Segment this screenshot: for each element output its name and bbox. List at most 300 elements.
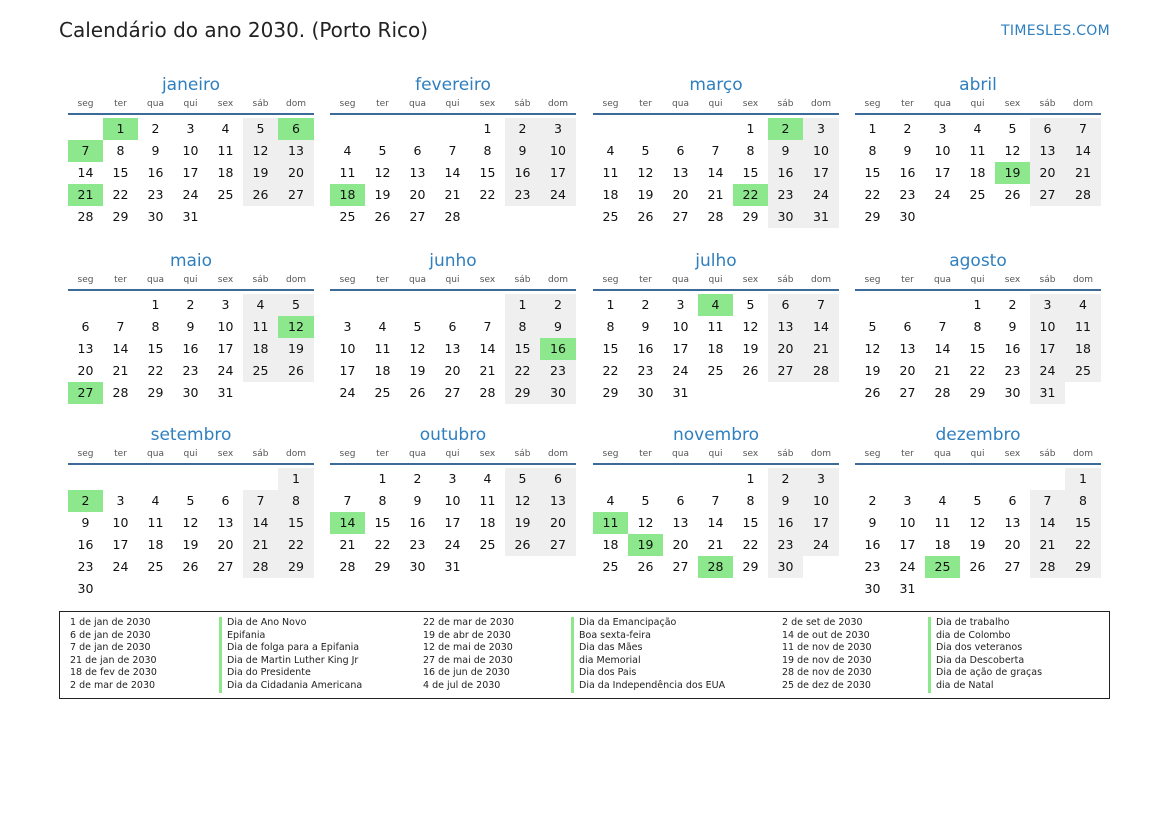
day-cell: 12	[1004, 143, 1021, 158]
month-name: junho	[429, 251, 477, 271]
day-cell: 4	[378, 319, 387, 334]
month-5	[330, 250, 576, 404]
day-cell: 25	[969, 187, 986, 202]
day-cell: 13	[768, 316, 803, 338]
month-name: outubro	[419, 425, 487, 445]
weekday-label: seg	[864, 275, 881, 285]
weekday-header	[330, 273, 576, 291]
day-cell: 28	[77, 209, 94, 224]
day-cell: 13	[672, 515, 689, 530]
day-cell: 20	[672, 537, 689, 552]
day-cell: 6	[768, 294, 803, 316]
legend-date: 16 de jun de 2030	[423, 667, 510, 679]
legend-date: 11 de nov de 2030	[782, 642, 872, 654]
day-cell: 9	[868, 515, 877, 530]
day-cell: 13	[444, 341, 461, 356]
day-cell: 17	[672, 341, 689, 356]
day-cell: 21	[934, 363, 951, 378]
weekday-label: seg	[602, 449, 619, 459]
day-cell: 24	[339, 385, 356, 400]
day-cell: 16	[768, 512, 803, 534]
weekday-header	[330, 97, 576, 115]
day-grid	[593, 118, 839, 228]
legend-date: 2 de set de 2030	[782, 617, 863, 628]
day-cell: 22	[1065, 534, 1101, 556]
day-cell: 10	[803, 140, 839, 162]
legend-holiday: Dia da Independência dos EUA	[579, 679, 726, 691]
day-cell: 17	[1030, 338, 1065, 360]
day-cell: 5	[186, 493, 195, 508]
day-cell: 25	[707, 363, 724, 378]
day-cell: 4	[1065, 294, 1101, 316]
empty-cell	[470, 294, 505, 316]
day-cell: 4	[606, 493, 615, 508]
legend-date: 21 de jan de 2030	[70, 654, 157, 666]
weekday-label: sex	[1004, 99, 1021, 109]
day-cell: 30	[77, 581, 94, 596]
weekday-label: ter	[639, 99, 652, 109]
day-grid	[330, 294, 576, 404]
day-cell: 8	[151, 319, 160, 334]
day-cell: 19	[278, 338, 314, 360]
day-cell: 6	[81, 319, 90, 334]
day-cell: 22	[602, 363, 619, 378]
day-cell: 28	[444, 209, 461, 224]
day-cell: 21	[112, 363, 129, 378]
day-cell: 6	[221, 493, 230, 508]
day-grid	[68, 294, 314, 404]
day-cell: 1	[746, 121, 755, 136]
day-cell: 21	[339, 537, 356, 552]
weekday-label: qua	[672, 275, 689, 285]
weekday-label: sáb	[514, 99, 531, 109]
day-cell: 10	[803, 490, 839, 512]
weekday-label: sáb	[252, 275, 269, 285]
day-cell: 16	[147, 165, 164, 180]
day-cell: 3	[938, 121, 947, 136]
day-cell: 8	[1065, 490, 1101, 512]
weekday-label: seg	[77, 99, 94, 109]
day-cell: 30	[899, 209, 916, 224]
day-cell: 1	[973, 297, 982, 312]
day-cell: 5	[868, 319, 877, 334]
day-cell: 22	[864, 187, 881, 202]
weekday-header	[855, 273, 1101, 291]
holiday-day-cell: 1	[103, 118, 138, 140]
day-cell: 2	[505, 118, 540, 140]
day-cell: 27	[444, 385, 461, 400]
day-cell: 7	[343, 493, 352, 508]
day-cell: 17	[934, 165, 951, 180]
weekday-label: ter	[114, 275, 127, 285]
day-cell: 24	[803, 534, 839, 556]
day-cell: 26	[969, 559, 986, 574]
day-cell: 17	[444, 515, 461, 530]
holiday-day-cell: 25	[925, 556, 960, 578]
month-name: fevereiro	[415, 75, 491, 95]
legend-holiday: Dia da Descoberta	[936, 654, 1025, 666]
month-name: julho	[695, 251, 737, 271]
weekday-label: qua	[934, 449, 951, 459]
weekday-label: qua	[934, 99, 951, 109]
day-cell: 27	[672, 209, 689, 224]
day-cell: 28	[934, 385, 951, 400]
day-cell: 23	[182, 363, 199, 378]
holiday-day-cell: 22	[733, 184, 768, 206]
legend-dates-col-3	[782, 617, 872, 693]
holiday-day-cell: 27	[68, 382, 103, 404]
day-cell: 8	[606, 319, 615, 334]
day-cell: 1	[868, 121, 877, 136]
legend-names-col-3	[928, 617, 1042, 693]
weekday-header	[855, 447, 1101, 465]
day-cell: 25	[339, 209, 356, 224]
weekday-label: sáb	[514, 449, 531, 459]
day-cell: 16	[409, 515, 426, 530]
month-name: dezembro	[935, 425, 1021, 445]
weekday-label: qui	[445, 449, 460, 459]
weekday-header	[855, 97, 1101, 115]
weekday-label: ter	[901, 99, 914, 109]
day-cell: 12	[864, 341, 881, 356]
day-cell: 27	[672, 559, 689, 574]
day-cell: 27	[1004, 559, 1021, 574]
day-cell: 3	[116, 493, 125, 508]
weekday-label: sex	[742, 99, 759, 109]
day-cell: 15	[742, 165, 759, 180]
weekday-label: sáb	[777, 449, 794, 459]
day-cell: 31	[1030, 382, 1065, 404]
day-cell: 21	[1065, 162, 1101, 184]
day-cell: 5	[973, 493, 982, 508]
legend-holiday: Dia dos veteranos	[936, 642, 1023, 654]
day-cell: 8	[973, 319, 982, 334]
month-name: abril	[959, 75, 997, 95]
day-cell: 18	[374, 363, 391, 378]
day-cell: 13	[278, 140, 314, 162]
day-grid	[330, 118, 576, 228]
weekday-label: qua	[147, 449, 164, 459]
weekday-label: dom	[286, 275, 306, 285]
day-cell: 10	[540, 140, 576, 162]
day-cell: 15	[969, 341, 986, 356]
day-cell: 10	[1030, 316, 1065, 338]
empty-cell	[593, 468, 628, 490]
day-cell: 23	[147, 187, 164, 202]
weekday-label: dom	[548, 275, 568, 285]
day-grid	[855, 118, 1101, 228]
day-cell: 15	[278, 512, 314, 534]
day-cell: 24	[899, 559, 916, 574]
day-cell: 26	[374, 209, 391, 224]
weekday-label: dom	[1073, 99, 1093, 109]
empty-cell	[208, 468, 243, 490]
weekday-label: qui	[183, 449, 198, 459]
day-cell: 23	[768, 184, 803, 206]
month-name: março	[689, 75, 743, 95]
day-cell: 16	[77, 537, 94, 552]
month-1	[330, 74, 576, 228]
empty-cell	[103, 294, 138, 316]
day-cell: 18	[1065, 338, 1101, 360]
day-cell: 9	[151, 143, 160, 158]
site-link[interactable]: TIMESLES.COM	[1001, 23, 1110, 39]
day-cell: 9	[540, 316, 576, 338]
day-cell: 17	[803, 512, 839, 534]
weekday-label: sáb	[252, 449, 269, 459]
day-cell: 17	[217, 341, 234, 356]
legend-date: 19 de nov de 2030	[782, 654, 872, 666]
weekday-label: ter	[376, 99, 389, 109]
day-cell: 11	[1065, 316, 1101, 338]
empty-cell	[138, 468, 173, 490]
day-cell: 2	[1008, 297, 1017, 312]
day-cell: 11	[374, 341, 391, 356]
day-cell: 2	[641, 297, 650, 312]
day-cell: 23	[768, 534, 803, 556]
day-cell: 7	[1030, 490, 1065, 512]
holiday-day-cell: 4	[698, 294, 733, 316]
legend-holiday: Dia da Cidadania Americana	[227, 679, 363, 691]
day-cell: 6	[1030, 118, 1065, 140]
legend-holiday: Dia de Martin Luther King Jr	[227, 654, 359, 666]
day-cell: 22	[479, 187, 496, 202]
weekday-label: ter	[114, 449, 127, 459]
empty-cell	[698, 118, 733, 140]
legend-dates-col-1	[70, 617, 157, 693]
day-cell: 5	[505, 468, 540, 490]
month-name: setembro	[150, 425, 232, 445]
weekday-label: qua	[409, 99, 426, 109]
weekday-label: qui	[970, 449, 985, 459]
day-cell: 13	[409, 165, 426, 180]
holiday-day-cell: 21	[68, 184, 103, 206]
day-cell: 6	[413, 143, 422, 158]
day-cell: 10	[217, 319, 234, 334]
day-cell: 21	[803, 338, 839, 360]
legend-holiday: dia de Natal	[936, 679, 994, 691]
weekday-label: seg	[602, 275, 619, 285]
legend-holiday: Dia de trabalho	[936, 617, 1010, 628]
day-cell: 13	[217, 515, 234, 530]
weekday-label: qua	[147, 275, 164, 285]
day-cell: 9	[768, 490, 803, 512]
day-cell: 17	[339, 363, 356, 378]
day-cell: 11	[934, 515, 951, 530]
weekday-label: qui	[708, 99, 723, 109]
day-cell: 20	[899, 363, 916, 378]
day-cell: 4	[938, 493, 947, 508]
day-cell: 12	[637, 165, 654, 180]
day-cell: 7	[116, 319, 125, 334]
empty-cell	[68, 294, 103, 316]
day-cell: 2	[413, 471, 422, 486]
day-cell: 4	[221, 121, 230, 136]
day-cell: 3	[1030, 294, 1065, 316]
day-cell: 5	[641, 143, 650, 158]
weekday-label: qua	[147, 99, 164, 109]
day-cell: 6	[676, 143, 685, 158]
day-cell: 4	[483, 471, 492, 486]
day-cell: 10	[899, 515, 916, 530]
empty-cell	[890, 468, 925, 490]
day-cell: 8	[868, 143, 877, 158]
day-cell: 20	[77, 363, 94, 378]
day-cell: 3	[903, 493, 912, 508]
day-cell: 11	[339, 165, 356, 180]
weekday-label: sáb	[1039, 275, 1056, 285]
day-cell: 9	[81, 515, 90, 530]
day-cell: 20	[444, 363, 461, 378]
weekday-label: dom	[286, 99, 306, 109]
month-10	[593, 424, 839, 578]
day-cell: 8	[378, 493, 387, 508]
empty-cell	[330, 468, 365, 490]
weekday-label: dom	[811, 275, 831, 285]
day-cell: 12	[505, 490, 540, 512]
day-cell: 16	[182, 341, 199, 356]
day-cell: 9	[186, 319, 195, 334]
day-cell: 21	[707, 187, 724, 202]
day-cell: 15	[1065, 512, 1101, 534]
day-cell: 15	[864, 165, 881, 180]
day-cell: 24	[672, 363, 689, 378]
weekday-label: sex	[479, 275, 496, 285]
day-cell: 12	[374, 165, 391, 180]
day-cell: 1	[1065, 468, 1101, 490]
day-cell: 22	[969, 363, 986, 378]
legend-holiday: dia Memorial	[579, 654, 641, 666]
day-cell: 23	[409, 537, 426, 552]
day-cell: 4	[243, 294, 278, 316]
weekday-label: sex	[217, 275, 234, 285]
day-cell: 12	[409, 341, 426, 356]
day-cell: 13	[899, 341, 916, 356]
day-cell: 9	[768, 140, 803, 162]
day-cell: 22	[147, 363, 164, 378]
day-cell: 19	[182, 537, 199, 552]
day-cell: 2	[540, 294, 576, 316]
empty-cell	[400, 118, 435, 140]
day-grid	[855, 294, 1101, 404]
day-cell: 25	[243, 360, 278, 382]
day-cell: 3	[343, 319, 352, 334]
day-grid	[68, 468, 314, 600]
day-cell: 23	[637, 363, 654, 378]
weekday-label: qua	[934, 275, 951, 285]
holiday-day-cell: 2	[68, 490, 103, 512]
day-cell: 17	[112, 537, 129, 552]
day-cell: 30	[768, 556, 803, 578]
day-cell: 18	[602, 537, 619, 552]
month-3	[855, 74, 1101, 228]
day-cell: 23	[899, 187, 916, 202]
day-cell: 9	[505, 140, 540, 162]
day-cell: 25	[217, 187, 234, 202]
day-cell: 10	[182, 143, 199, 158]
day-cell: 30	[768, 206, 803, 228]
weekday-label: qui	[708, 275, 723, 285]
month-name: agosto	[949, 251, 1007, 271]
empty-cell	[855, 294, 890, 316]
day-cell: 20	[1030, 162, 1065, 184]
weekday-label: sáb	[777, 99, 794, 109]
day-cell: 30	[147, 209, 164, 224]
day-cell: 25	[602, 559, 619, 574]
legend-date: 7 de jan de 2030	[70, 642, 151, 654]
day-cell: 24	[540, 184, 576, 206]
day-cell: 29	[112, 209, 129, 224]
day-cell: 30	[182, 385, 199, 400]
day-grid	[593, 294, 839, 404]
day-cell: 30	[409, 559, 426, 574]
empty-cell	[400, 294, 435, 316]
legend-date: 22 de mar de 2030	[423, 617, 515, 628]
day-cell: 15	[742, 515, 759, 530]
holiday-day-cell: 11	[593, 512, 628, 534]
day-cell: 24	[803, 184, 839, 206]
holiday-day-cell: 28	[698, 556, 733, 578]
weekday-label: ter	[376, 449, 389, 459]
weekday-label: dom	[1073, 449, 1093, 459]
weekday-label: dom	[1073, 275, 1093, 285]
day-cell: 3	[676, 297, 685, 312]
weekday-label: qui	[708, 449, 723, 459]
weekday-label: sex	[742, 275, 759, 285]
day-cell: 14	[243, 512, 278, 534]
weekday-label: seg	[864, 449, 881, 459]
day-cell: 5	[641, 493, 650, 508]
day-cell: 15	[505, 338, 540, 360]
legend-holiday: Dia do Presidente	[227, 667, 311, 679]
day-cell: 8	[483, 143, 492, 158]
weekday-label: sex	[742, 449, 759, 459]
legend-date: 1 de jan de 2030	[70, 617, 151, 628]
day-cell: 9	[1008, 319, 1017, 334]
day-cell: 19	[864, 363, 881, 378]
weekday-label: ter	[639, 449, 652, 459]
weekday-label: ter	[901, 275, 914, 285]
weekday-label: seg	[77, 275, 94, 285]
day-cell: 20	[768, 338, 803, 360]
day-cell: 20	[540, 512, 576, 534]
weekday-label: qui	[970, 99, 985, 109]
holiday-day-cell: 18	[330, 184, 365, 206]
day-cell: 26	[278, 360, 314, 382]
day-cell: 8	[116, 143, 125, 158]
empty-cell	[68, 118, 103, 140]
day-cell: 23	[77, 559, 94, 574]
day-cell: 21	[444, 187, 461, 202]
legend-date: 14 de out de 2030	[782, 629, 870, 641]
day-cell: 4	[973, 121, 982, 136]
day-cell: 2	[868, 493, 877, 508]
day-cell: 7	[1065, 118, 1101, 140]
day-cell: 21	[243, 534, 278, 556]
day-cell: 18	[479, 515, 496, 530]
day-cell: 30	[637, 385, 654, 400]
weekday-label: qua	[409, 275, 426, 285]
day-cell: 24	[217, 363, 234, 378]
day-cell: 22	[505, 360, 540, 382]
day-cell: 28	[707, 209, 724, 224]
month-6	[593, 250, 839, 404]
day-cell: 26	[1004, 187, 1021, 202]
day-cell: 24	[112, 559, 129, 574]
legend-holiday: Dia da Emancipação	[579, 617, 677, 628]
weekday-label: seg	[339, 449, 356, 459]
weekday-label: sáb	[514, 275, 531, 285]
